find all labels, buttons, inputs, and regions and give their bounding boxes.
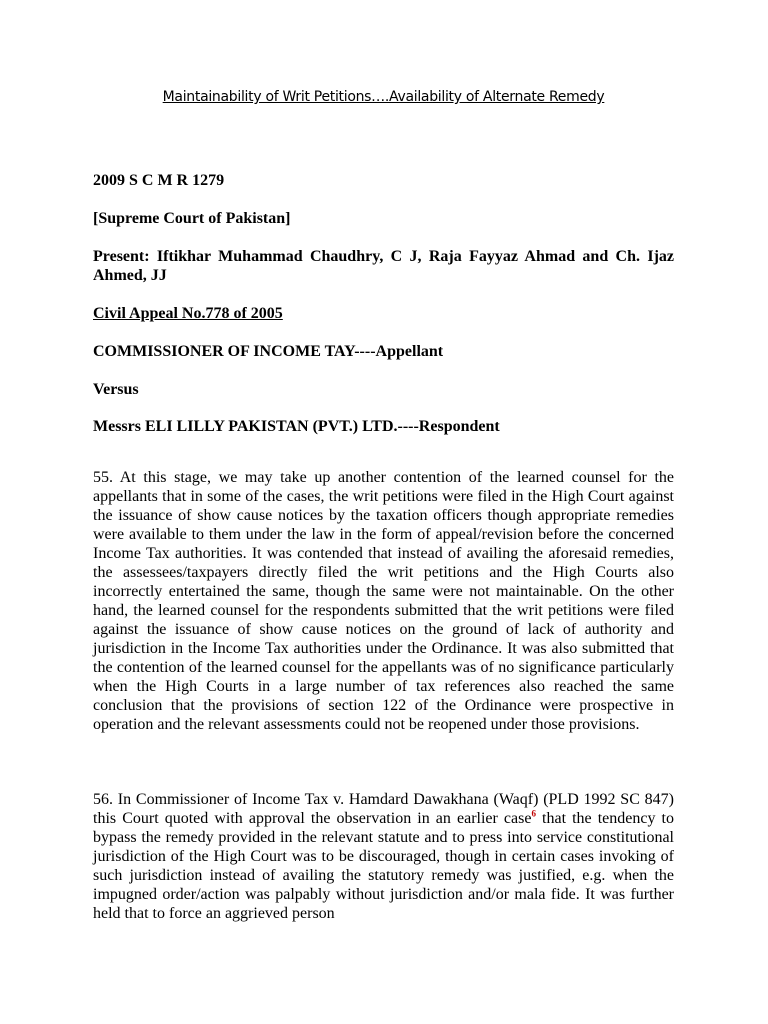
- court-name: [Supreme Court of Pakistan]: [93, 210, 291, 227]
- case-number: Civil Appeal No.778 of 2005: [93, 305, 283, 322]
- appellant-line: COMMISSIONER OF INCOME TAY----Appellant: [93, 343, 444, 360]
- paragraph-56-text-b: that the tendency to bypass the remedy provided in the relevant statute and to press into service constitutional jurisdiction of the High Court was to be discouraged, though in certain cases invoking of such jurisdiction instead of availing the statutory remedy was justified, e.g. when the impugned order/action was palpably without jurisdiction and/or mala fide. It was further held that to force an aggrieved person: [93, 810, 675, 922]
- paragraph-55: 55. At this stage, we may take up another contention of the learned counsel for the appellants that in some of the cases, the writ petitions were filed in the High Court against the issuance of show cause notices by the taxation officers though appropriate remedies were available to them under the law in the form of appeal/revision before the concerned Income Tax authorities. It was contended that instead of availing the aforesaid remedies, the assessees/taxpayers directly filed the writ petitions and the High Courts also incorrectly entertained the same, though the same were not maintainable. On the other hand, the learned counsel for the respondents submitted that the writ petitions were filed against the issuance of show cause notices on the ground of lack of authority and jurisdiction in the Income Tax authorities under the Ordinance. It was also submitted that the contention of the learned counsel for the appellants was of no significance particularly when the High Courts in a large number of tax references also reached the same conclusion that the provisions of section 122 of the Ordinance were prospective in operation and the relevant assessments could not be reopened under those provisions.: [93, 469, 674, 733]
- bench-present: Present: Iftikhar Muhammad Chaudhry, C J, Raja Fayyaz Ahmad and Ch. Ijaz Ahmed, JJ: [93, 248, 674, 284]
- footnote-marker[interactable]: 6: [531, 808, 536, 819]
- document-title: Maintainability of Writ Petitions….Availability of Alternate Remedy: [162, 89, 605, 105]
- versus-line: Versus: [93, 381, 139, 398]
- case-citation: 2009 S C M R 1279: [93, 172, 225, 189]
- respondent-line: Messrs ELI LILLY PAKISTAN (PVT.) LTD.----Respondent: [93, 418, 500, 435]
- paragraph-56-text-a: 56. In Commissioner of Income Tax v. Hamdard Dawakhana (Waqf) (PLD 1992 SC 847) this Court quoted with approval the observation in an earlier case: [93, 791, 674, 827]
- paragraph-56: [93, 790, 674, 923]
